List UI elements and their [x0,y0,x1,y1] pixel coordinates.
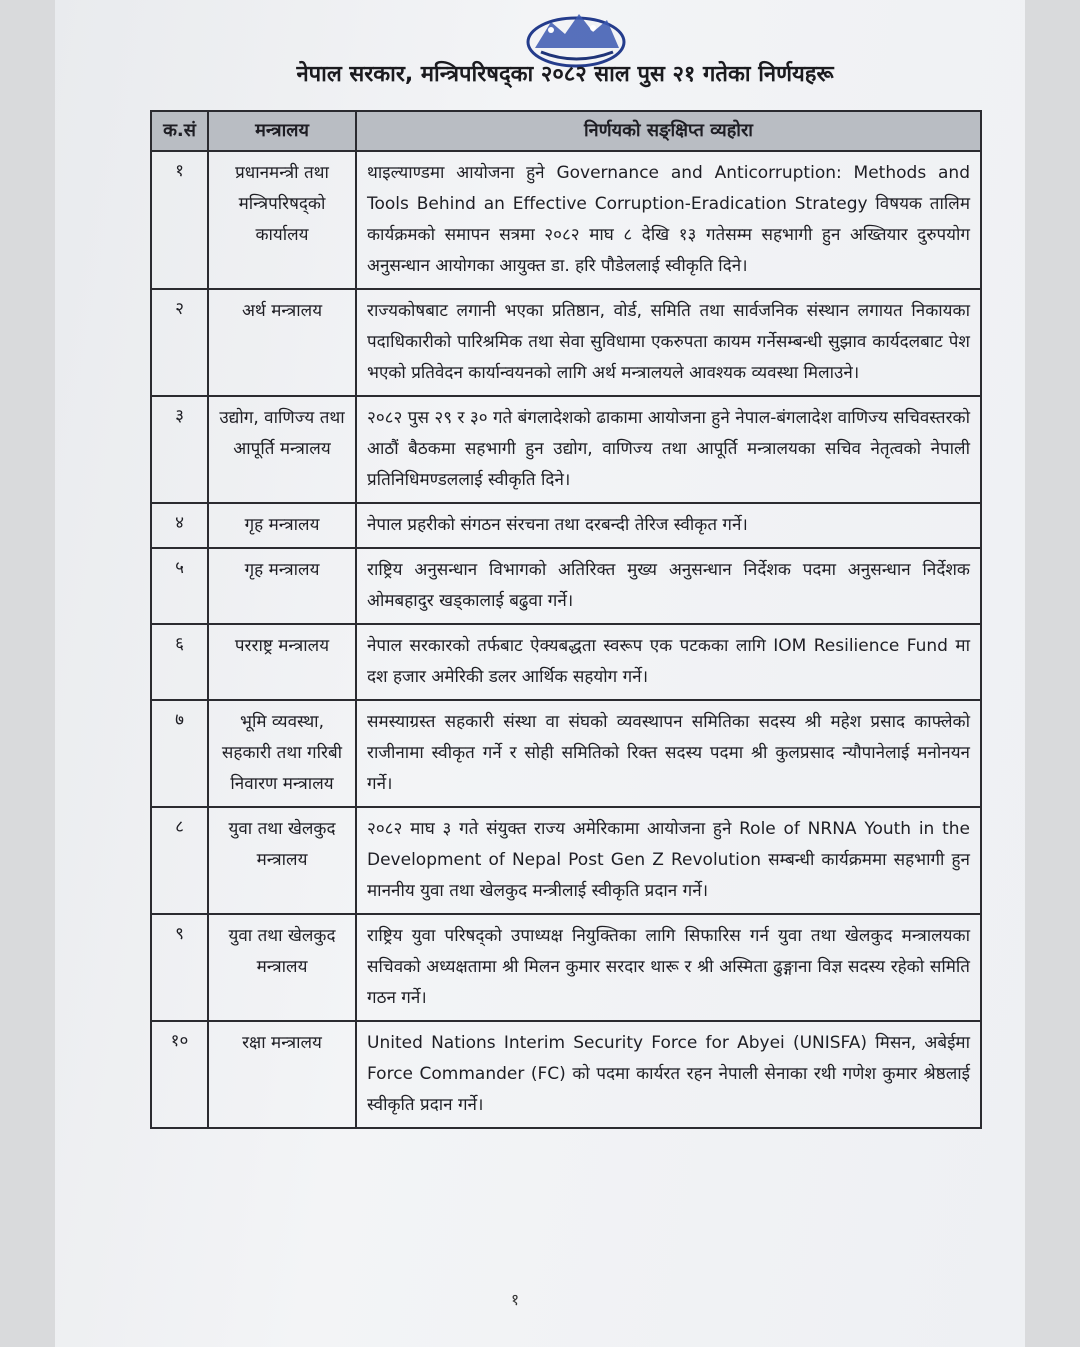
row-ministry: परराष्ट्र मन्त्रालय [208,624,356,700]
row-decision: थाइल्याण्डमा आयोजना हुने Governance and Anticorruption: Methods and Tools Behind an Effective Corruption-Eradication Strategy विषयक तालिम कार्यक्रमको समापन सत्रमा २०८२ माघ ८ देखि १३ गतेसम्म सहभागी हुन अख्तियार दुरुपयोग अनुसन्धान आयोगका आयुक्त डा. हरि पौडेललाई स्वीकृति दिने। [356,151,981,289]
row-decision: नेपाल प्रहरीको संगठन संरचना तथा दरबन्दी तेरिज स्वीकृत गर्ने। [356,503,981,548]
table-row [151,396,981,503]
table-row [151,289,981,396]
page-number: १ [510,1290,520,1309]
row-serial: १० [151,1021,208,1128]
row-decision: नेपाल सरकारको तर्फबाट ऐक्यबद्धता स्वरूप एक पटकका लागि IOM Resilience Fund मा दश हजार अमेरिकी डलर आर्थिक सहयोग गर्ने। [356,624,981,700]
table-row [151,503,981,548]
header-serial: क.सं [151,111,208,151]
row-decision: राष्ट्रिय युवा परिषद्को उपाध्यक्ष नियुक्तिका लागि सिफारिस गर्न युवा तथा खेलकुद मन्त्रालयका सचिवको अध्यक्षतामा श्री मिलन कुमार सरदार थारू र श्री अस्मिता ढुङ्गाना विज्ञ सदस्य रहेको समिति गठन गर्ने। [356,914,981,1021]
table-header-row [151,111,981,151]
row-serial: ५ [151,548,208,624]
row-serial: ९ [151,914,208,1021]
row-decision: २०८२ पुस २९ र ३० गते बंगलादेशको ढाकामा आयोजना हुने नेपाल-बंगलादेश वाणिज्य सचिवस्तरको आठौं बैठकमा सहभागी हुन उद्योग, वाणिज्य तथा आपूर्ति मन्त्रालयका सचिव नेतृत्वको नेपाली प्रतिनिधिमण्डललाई स्वीकृति दिने। [356,396,981,503]
row-ministry: गृह मन्त्रालय [208,548,356,624]
table-row [151,700,981,807]
table-row [151,1021,981,1128]
row-decision: समस्याग्रस्त सहकारी संस्था वा संघको व्यवस्थापन समितिका सदस्य श्री महेश प्रसाद काफ्लेको राजीनामा स्वीकृत गर्ने र सोही समितिको रिक्त सदस्य पदमा श्री कुलप्रसाद न्यौपानेलाई मनोनयन गर्ने। [356,700,981,807]
table-row [151,807,981,914]
row-decision: राज्यकोषबाट लगानी भएका प्रतिष्ठान, वोर्ड, समिति तथा सार्वजनिक संस्थान लगायत निकायका पदाधिकारीको पारिश्रमिक तथा सेवा सुविधामा एकरुपता कायम गर्नेसम्बन्धी सुझाव कार्यदलबाट पेश भएको प्रतिवेदन कार्यान्वयनको लागि अर्थ मन्त्रालयले आवश्यक व्यवस्था मिलाउने। [356,289,981,396]
table-row [151,151,981,289]
row-serial: ७ [151,700,208,807]
decisions-table [150,110,982,1129]
table-row [151,624,981,700]
row-serial: ३ [151,396,208,503]
header-decision: निर्णयको सङ्क्षिप्त व्यहोरा [356,111,981,151]
row-decision: २०८२ माघ ३ गते संयुक्त राज्य अमेरिकामा आयोजना हुने Role of NRNA Youth in the Development of Nepal Post Gen Z Revolution सम्बन्धी कार्यक्रममा सहभागी हुन माननीय युवा तथा खेलकुद मन्त्रीलाई स्वीकृति प्रदान गर्ने। [356,807,981,914]
row-ministry: रक्षा मन्त्रालय [208,1021,356,1128]
row-ministry: भूमि व्यवस्था, सहकारी तथा गरिबी निवारण मन्त्रालय [208,700,356,807]
row-serial: १ [151,151,208,289]
row-serial: ६ [151,624,208,700]
row-serial: ४ [151,503,208,548]
header-ministry: मन्त्रालय [208,111,356,151]
row-serial: २ [151,289,208,396]
row-serial: ८ [151,807,208,914]
row-ministry: गृह मन्त्रालय [208,503,356,548]
row-ministry: उद्योग, वाणिज्य तथा आपूर्ति मन्त्रालय [208,396,356,503]
page-title: नेपाल सरकार, मन्त्रिपरिषद्का २०८२ साल पुस २१ गतेका निर्णयहरू [296,62,834,87]
row-decision: United Nations Interim Security Force for Abyei (UNISFA) मिसन, अबेईमा Force Commander (FC) को पदमा कार्यरत रहन नेपाली सेनाका रथी गणेश कुमार श्रेष्ठलाई स्वीकृति प्रदान गर्ने। [356,1021,981,1128]
row-ministry: युवा तथा खेलकुद मन्त्रालय [208,807,356,914]
row-decision: राष्ट्रिय अनुसन्धान विभागको अतिरिक्त मुख्य अनुसन्धान निर्देशक पदमा अनुसन्धान निर्देशक ओमबहादुर खड्कालाई बढुवा गर्ने। [356,548,981,624]
table-row [151,914,981,1021]
row-ministry: प्रधानमन्त्री तथा मन्त्रिपरिषद्को कार्यालय [208,151,356,289]
row-ministry: अर्थ मन्त्रालय [208,289,356,396]
table-row [151,548,981,624]
row-ministry: युवा तथा खेलकुद मन्त्रालय [208,914,356,1021]
